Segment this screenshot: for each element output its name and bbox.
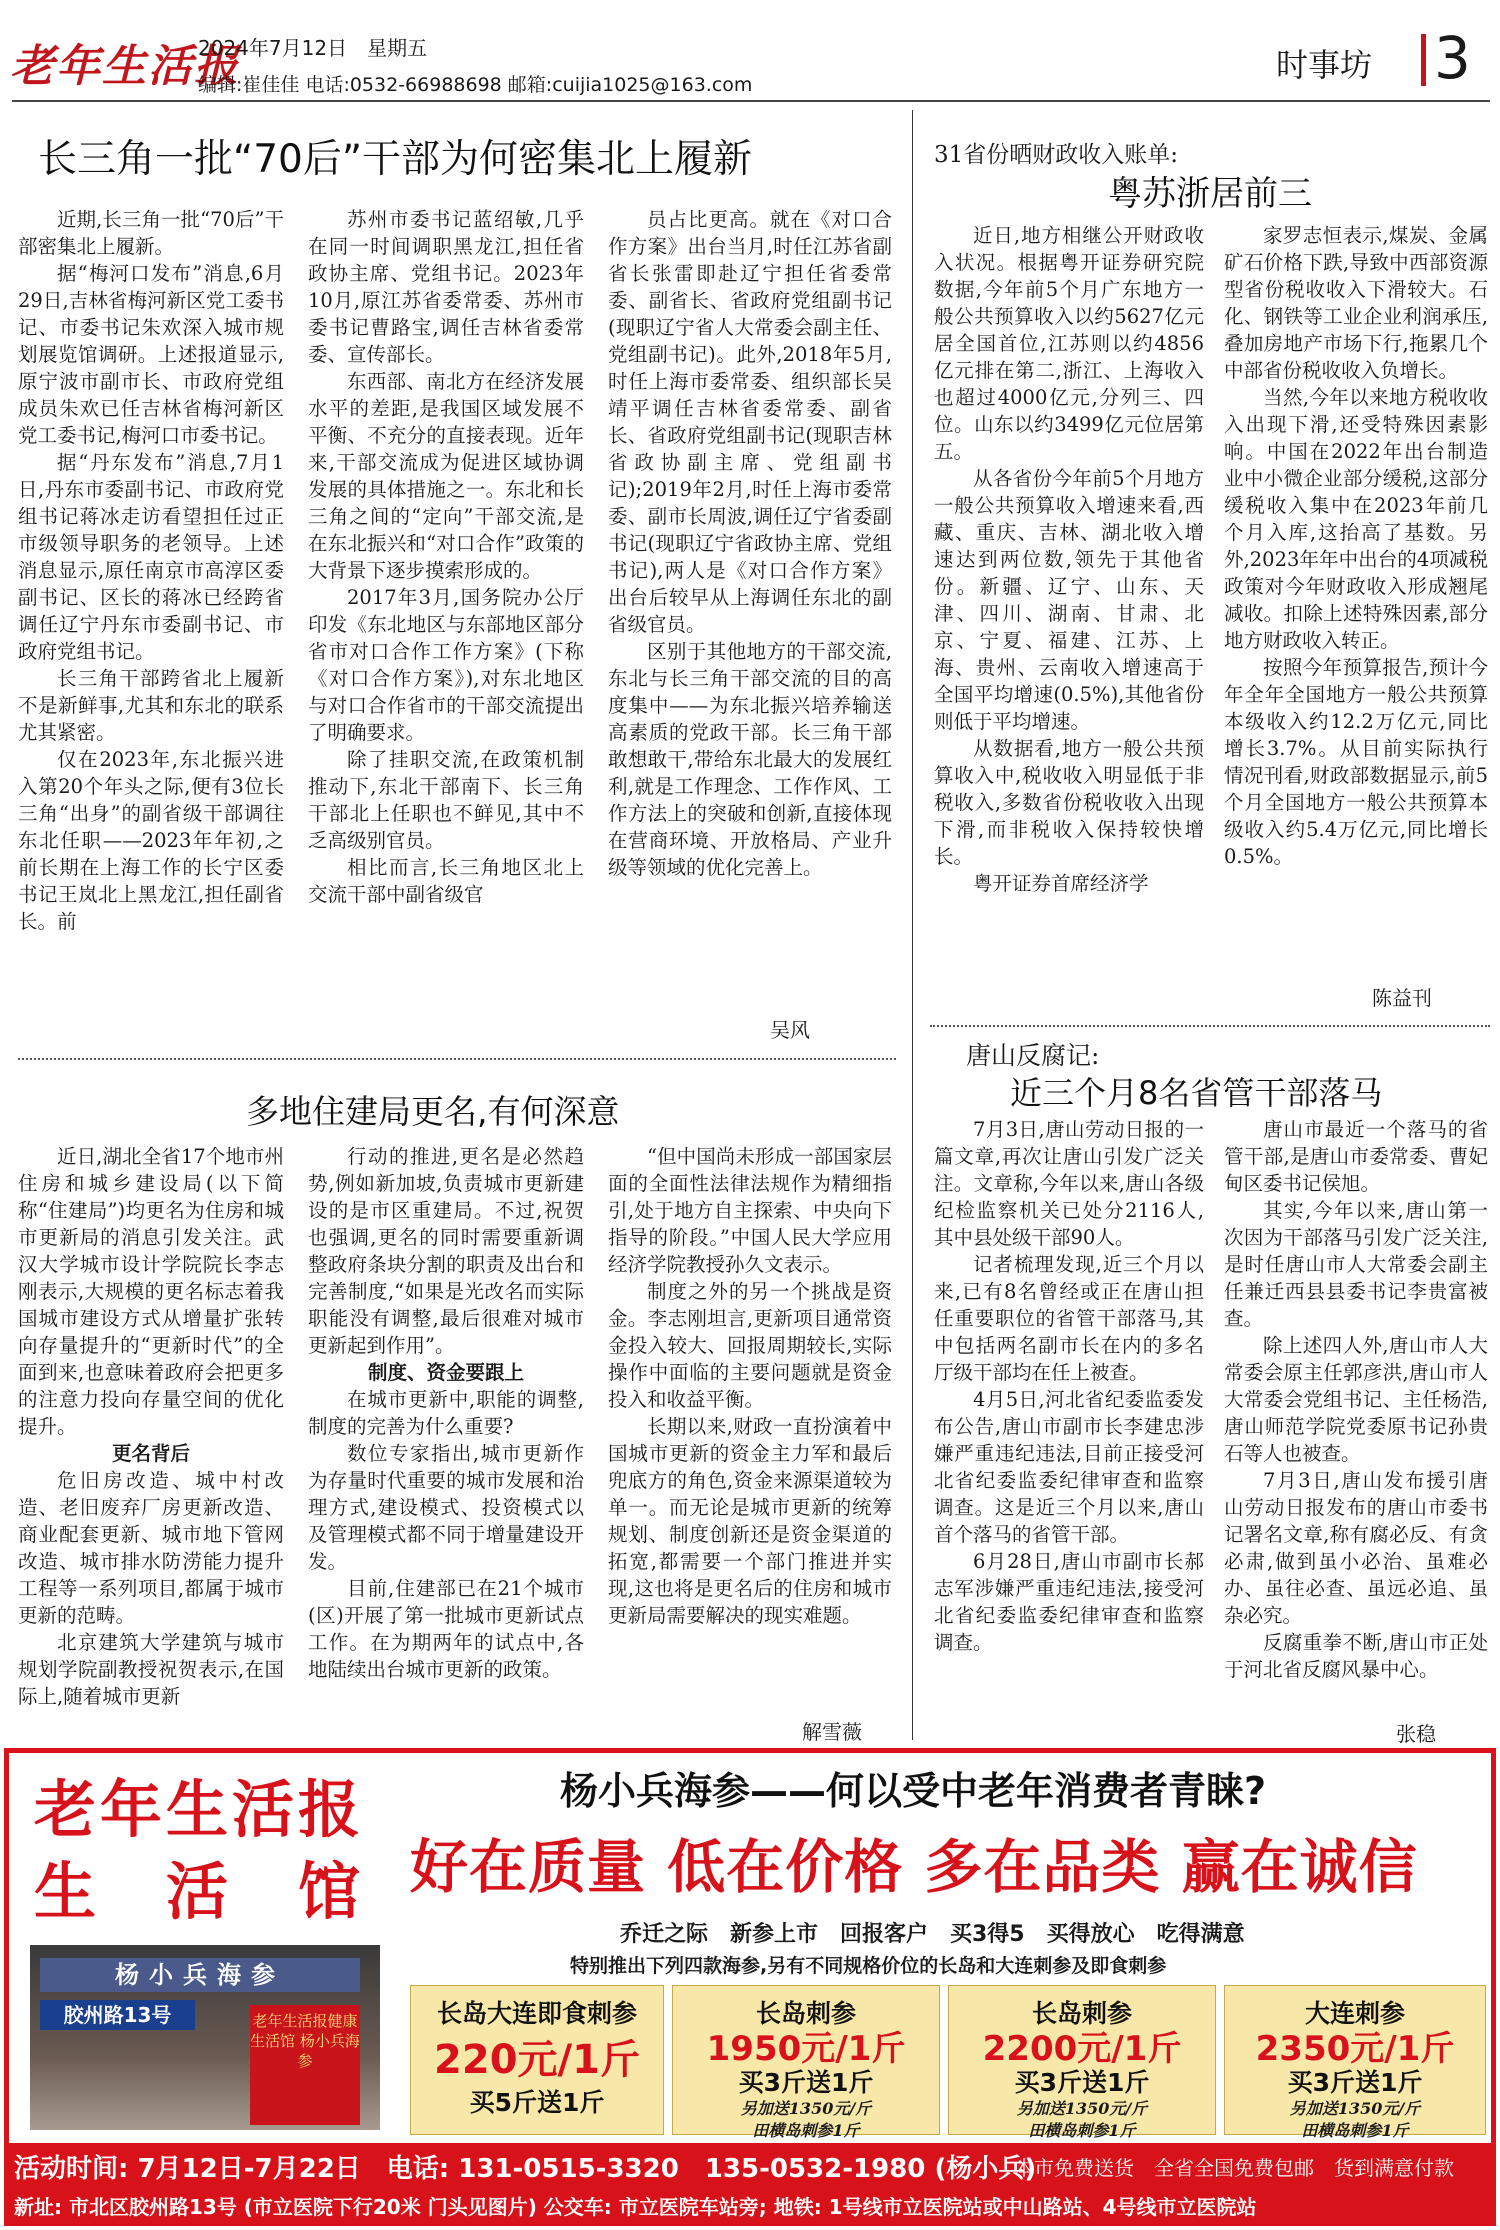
paragraph: 4月5日,河北省纪委监委发布公告,唐山市副市长李建忠涉嫌严重违纪违法,目前正接受河北省纪委监委纪律审查和监察调查。这是近三个月以来,唐山首个落马的省管干部。 (934, 1388, 1204, 1546)
article2-col2 (1224, 222, 1488, 1012)
article4-title: 近三个月8名省管干部落马 (1010, 1074, 1383, 1112)
paragraph: 家罗志恒表示,煤炭、金属矿石价格下跌,导致中西部资源型省份税收收入下滑较大。石化、钢铁等工业企业利润承压,叠加房地产市场下行,拖累几个中部省份税收收入负增长。 (1224, 224, 1488, 382)
ad-delivery-note: 本市免费送货 全省全国免费包邮 货到满意付款 (1014, 2156, 1454, 2180)
offer-card (1224, 1985, 1486, 2140)
ad-time-phone: 活动时间: 7月12日-7月22日 电话: 131-0515-3320 135-0532-1980 (杨小兵) (14, 2154, 1037, 2184)
article4-author: 张稳 (1396, 1722, 1436, 1746)
paragraph: 相比而言,长三角地区北上交流干部中副省级官 (308, 856, 584, 906)
offer-price: 2350元/1斤 (1255, 2029, 1455, 2069)
paragraph: 长期以来,财政一直扮演着中国城市更新的资金主力军和最后兜底方的角色,资金来源渠道较为单一。而无论是城市更新的统筹规划、制度创新还是资金渠道的拓宽,都需要一个部门推进并实现,这也将是更名后的住房和城市更新局需要解决的现实难题。 (608, 1415, 892, 1627)
section-name: 时事坊 (1276, 46, 1373, 84)
paragraph: 长三角干部跨省北上履新不是新鲜事,尤其和东北的联系尤其紧密。 (18, 667, 284, 744)
paragraph: 北京建筑大学建筑与城市规划学院副教授祝贺表示,在国际上,随着城市更新 (18, 1631, 284, 1708)
article2-title: 粤苏浙居前三 (1108, 174, 1312, 214)
paragraph: 7月3日,唐山发布援引唐山劳动日报发布的唐山市委书记署名文章,称有腐必反、有贪必肃,做到虽小必治、虽难必办、虽往必查、虽远必追、虽杂必究。 (1224, 1469, 1488, 1627)
paragraph: 唐山市最近一个落马的省管干部,是唐山市委常委、曹妃甸区委书记侯旭。 (1224, 1118, 1488, 1195)
offer-card (672, 1985, 940, 2140)
section-divider (1421, 34, 1426, 86)
article3-subhead-2: 制度、资金要跟上 (367, 1361, 524, 1384)
ad-address: 新址: 市北区胶州路13号 (市立医院下行20米 门头见图片) 公交车: 市立医院车站旁; 地铁: 1号线市立医院站或中山路站、4号线市立医院站 (14, 2195, 1257, 2219)
paragraph: 目前,住建部已在21个城市(区)开展了第一批城市更新试点工作。在为期两年的试点中,各地陆续出台城市更新的政策。 (308, 1577, 584, 1681)
shop-sign: 杨小兵海参 (40, 1958, 360, 1992)
paragraph: 近日,湖北全省17个地市州住房和城乡建设局(以下简称“住建局”)均更名为住房和城市更新局的消息引发关注。武汉大学城市设计学院院长李志刚表示,大规模的更名标志着我国城市建设方式从增量扩张转向存量提升的“更新时代”的全面到来,也意味着政府会把更多的注意力投向存量空间的优化提升。 (18, 1145, 284, 1438)
offer-card (410, 1985, 664, 2135)
paragraph: 数位专家指出,城市更新作为存量时代重要的城市发展和治理方式,建设模式、投资模式以及管理模式都不同于增量建设开发。 (308, 1442, 584, 1573)
paragraph: 制度之外的另一个挑战是资金。李志刚坦言,更新项目通常资金投入较大、回报周期较长,实际操作中面临的主要问题就是资金投入和收益平衡。 (608, 1280, 892, 1411)
offer-price: 220元/1斤 (434, 2037, 640, 2083)
article4-kicker: 唐山反腐记: (966, 1041, 1100, 1070)
article1-title: 长三角一批“70后”干部为何密集北上履新 (38, 137, 753, 182)
offer-extra2: 田横岛刺参1斤 (752, 2121, 860, 2140)
offer-deal: 买3斤送1斤 (1014, 2068, 1150, 2097)
offer-card (948, 1985, 1216, 2140)
offer-deal: 买5斤送1斤 (469, 2088, 605, 2117)
article3-author: 解雪薇 (802, 1720, 862, 1744)
paragraph: 除上述四人外,唐山市人大常委会原主任郭彦洪,唐山市人大常委会党组书记、主任杨浩,唐山师范学院党委原书记孙贵石等人也被查。 (1224, 1334, 1488, 1465)
paragraph: 粤开证券首席经济学 (973, 872, 1149, 895)
paragraph: 其实,今年以来,唐山第一次因为干部落马引发广泛关注,是时任唐山市人大常委会副主任兼迁西县县委书记李贵富被查。 (1224, 1199, 1488, 1330)
masthead-logo: 老年生活报 (10, 41, 240, 92)
paragraph: 7月3日,唐山劳动日报的一篇文章,再次让唐山引发广泛关注。文章称,今年以来,唐山各级纪检监察机关已处分2116人,其中县处级干部90人。 (934, 1118, 1204, 1249)
ad-tagline: 乔迁之际 新参上市 回报客户 买3得5 买得放心 吃得满意 (620, 1922, 1245, 1947)
issue-date: 2024年7月12日 星期五 (198, 36, 428, 60)
article3-col1-bottom (18, 1467, 284, 1710)
offer-extra2: 田横岛刺参1斤 (1301, 2121, 1409, 2140)
offer-extra2: 田横岛刺参1斤 (1028, 2121, 1136, 2140)
paragraph: 危旧房改造、城中村改造、老旧废弃厂房更新改造、商业配套更新、城市地下管网改造、城市排水防涝能力提升工程等一系列项目,都属于城市更新的范畴。 (18, 1469, 284, 1627)
paragraph: 6月28日,唐山市副市长郝志军涉嫌严重违纪违法,接受河北省纪委监委纪律审查和监察调查。 (934, 1550, 1204, 1654)
paragraph: 近日,地方相继公开财政收入状况。根据粤开证券研究院数据,今年前5个月广东地方一般公共预算收入以约5627亿元居全国首位,江苏则以约4856亿元排在第二,浙江、上海收入也超过4000亿元,分列三、四位。山东以约3499亿元位居第五。 (934, 224, 1204, 463)
offer-extra: 另加送1350元/斤 (1016, 2099, 1148, 2118)
article1-col3 (608, 206, 892, 1006)
paragraph: 员占比更高。就在《对口合作方案》出台当月,时任江苏省副省长张雷即赴辽宁担任省委常委、副省长、省政府党组副书记(现职辽宁省人大常委会副主任、党组副书记)。此外,2018年5月,时任上海市委常委、组织部长吴靖平调任吉林省委常委、副省长、省政府党组副书记(现职吉林省政协副主席、党组副书记);2019年2月,时任上海市委常委、副市长周波,调任辽宁省委副书记(现职辽宁省政协主席、党组书记),两人是《对口合作方案》出台后较早从上海调任东北的副省级官员。 (608, 208, 892, 636)
article4-col1 (934, 1116, 1204, 1741)
ad-brand-line2: 生活馆 (34, 1855, 431, 1928)
paragraph: 按照今年预算报告,预计今年全年全国地方一般公共预算本级收入约12.2万亿元,同比增长3.7%。从目前实际执行情况刊看,财政部数据显示,前5个月全国地方一般公共预算本级收入约5.4万亿元,同比增长0.5%。 (1224, 656, 1488, 868)
paragraph: 东西部、南北方在经济发展水平的差距,是我国区域发展不平衡、不充分的直接表现。近年来,干部交流成为促进区域协调发展的具体措施之一。东北和长三角之间的“定向”干部交流,是在东北振兴和“对口合作”政策的大背景下逐步摸索形成的。 (308, 370, 584, 582)
header-rule (12, 100, 1490, 102)
article3-col1-top (18, 1143, 284, 1440)
ad-headline: 杨小兵海参——何以受中老年消费者青睐? (560, 1769, 1267, 1813)
article3-title: 多地住建局更名,有何深意 (246, 1092, 620, 1131)
paragraph: 苏州市委书记蓝绍敏,几乎在同一时间调职黑龙江,担任省政协主席、党组书记。2023年10月,原江苏省委常委、苏州市委书记曹路宝,调任吉林省委常委、宣传部长。 (308, 208, 584, 366)
paragraph: 行动的推进,更名是必然趋势,例如新加坡,负责城市更新建设的是市区重建局。不过,祝贺也强调,更名的同时需要重新调整政府条块分割的职责及出台和完善制度,“如果是光改名而实际职能没有调整,最后很难对城市更新起到作用”。 (308, 1145, 584, 1357)
article1-author: 吴风 (770, 1018, 810, 1042)
article-divider (18, 1058, 896, 1060)
paragraph: 反腐重拳不断,唐山市正处于河北省反腐风暴中心。 (1224, 1631, 1488, 1681)
article3-col3 (608, 1143, 892, 1713)
paragraph: 2017年3月,国务院办公厅印发《东北地区与东部地区部分省市对口合作工作方案》(下称《对口合作方案》),对东北地区与对口合作省市的干部交流提出了明确要求。 (308, 586, 584, 744)
paragraph: 从数据看,地方一般公共预算收入中,税收收入明显低于非税收入,多数省份税收收入出现下滑,而非税收入保持较快增长。 (934, 737, 1204, 868)
vertical-sign: 老年生活报健康生活馆 杨小兵海参 (250, 2005, 360, 2125)
offer-name: 长岛大连即食刺参 (436, 1999, 637, 2028)
paragraph: 据“丹东发布”消息,7月1日,丹东市委副书记、市政府党组书记蒋冰走访看望担任过正市级领导职务的老领导。上述消息显示,原任南京市高淳区委副书记、区长的蒋冰已经跨省调任辽宁丹东市委副书记、市政府党组书记。 (18, 451, 284, 663)
offer-name: 长岛刺参 (1031, 1999, 1132, 2028)
article1-col2 (308, 206, 584, 1044)
paragraph: 记者梳理发现,近三个月以来,已有8名曾经或正在唐山担任重要职位的省管干部落马,其中包括两名副市长在内的多名厅级干部均在任上被查。 (934, 1253, 1204, 1384)
paragraph: 区别于其他地方的干部交流,东北与长三角干部交流的目的高度集中——为东北振兴培养输送高素质的党政干部。长三角干部敢想敢干,带给东北最大的发展红利,就是工作理念、工作作风、工作方法上的突破和创新,直接体现在营商环境、开放格局、产业升级等领域的优化完善上。 (608, 640, 892, 879)
offer-price: 2200元/1斤 (982, 2029, 1182, 2069)
editor-contact: 编辑:崔佳佳 电话:0532-66988698 邮箱:cuijia1025@163.com (198, 74, 753, 96)
offer-name: 长岛刺参 (755, 1999, 856, 2028)
paragraph: 据“梅河口发布”消息,6月29日,吉林省梅河新区党工委书记、市委书记朱欢深入城市规划展览馆调研。上述报道显示,原宁波市副市长、市政府党组成员朱欢已任吉林省梅河新区党工委书记,梅河口市委书记。 (18, 262, 284, 447)
paragraph: “但中国尚未形成一部国家层面的全面性法律法规作为精细指引,处于地方自主探索、中央向下指导的阶段。”中国人民大学应用经济学院教授孙久文表示。 (608, 1145, 892, 1276)
paragraph: 从各省份今年前5个月地方一般公共预算收入增速来看,西藏、重庆、吉林、湖北收入增速达到两位数,领先于其他省份。新疆、辽宁、山东、天津、四川、湖南、甘肃、北京、宁夏、福建、江苏、上海、贵州、云南收入增速高于全国平均增速(0.5%),其他省份则低于平均增速。 (934, 467, 1204, 733)
article2-col1 (934, 222, 1204, 1012)
ad-brand-line1: 老年生活报 (34, 1773, 365, 1846)
article3-col1 (18, 1143, 284, 1743)
offer-extra: 另加送1350元/斤 (740, 2099, 872, 2118)
page-number: 3 (1434, 24, 1471, 92)
paragraph: 仅在2023年,东北振兴进入第20个年头之际,便有3位长三角“出身”的副省级干部调往东北任职——2023年年初,之前长期在上海工作的长宁区委书记王岚北上黑龙江,担任副省长。前 (18, 748, 284, 933)
road-sign: 胶州路13号 (40, 2000, 195, 2030)
offer-name: 大连刺参 (1304, 1999, 1405, 2028)
offer-extra: 另加送1350元/斤 (1289, 2099, 1421, 2118)
article4-col2 (1224, 1116, 1488, 1706)
paragraph: 除了挂职交流,在政策机制推动下,东北干部南下、长三角干部北上任职也不鲜见,其中不乏高级别官员。 (308, 748, 584, 852)
offer-deal: 买3斤送1斤 (738, 2068, 874, 2097)
article3-col2 (308, 1143, 584, 1743)
paragraph: 近期,长三角一批“70后”干部密集北上履新。 (18, 208, 284, 258)
offer-price: 1950元/1斤 (706, 2029, 906, 2069)
article1-col1 (18, 206, 284, 1044)
column-divider (912, 110, 913, 1740)
ad-slogan: 好在质量 低在价格 多在品类 赢在诚信 (410, 1833, 1418, 1901)
article3-col2-top (308, 1143, 584, 1359)
article-divider (930, 1025, 1490, 1027)
paragraph: 在城市更新中,职能的调整,制度的完善为什么重要? (308, 1388, 584, 1438)
article2-kicker: 31省份晒财政收入账单: (934, 142, 1179, 168)
article3-subhead-1: 更名背后 (111, 1442, 190, 1465)
article2-author: 陈益刊 (1372, 986, 1432, 1010)
offer-deal: 买3斤送1斤 (1287, 2068, 1423, 2097)
article3-col2-bottom (308, 1386, 584, 1683)
ad-special-note: 特别推出下列四款海参,另有不同规格价位的长岛和大连刺参及即食刺参 (570, 1955, 1167, 1977)
paragraph: 当然,今年以来地方税收收入出现下滑,还受特殊因素影响。中国在2022年出台制造业中小微企业部分缓税,这部分缓税收入集中在2023年前几个月入库,这抬高了基数。另外,2023年年中出台的4项减税政策对今年财政收入形成翘尾减收。扣除上述特殊因素,部分地方财政收入转正。 (1224, 386, 1488, 652)
